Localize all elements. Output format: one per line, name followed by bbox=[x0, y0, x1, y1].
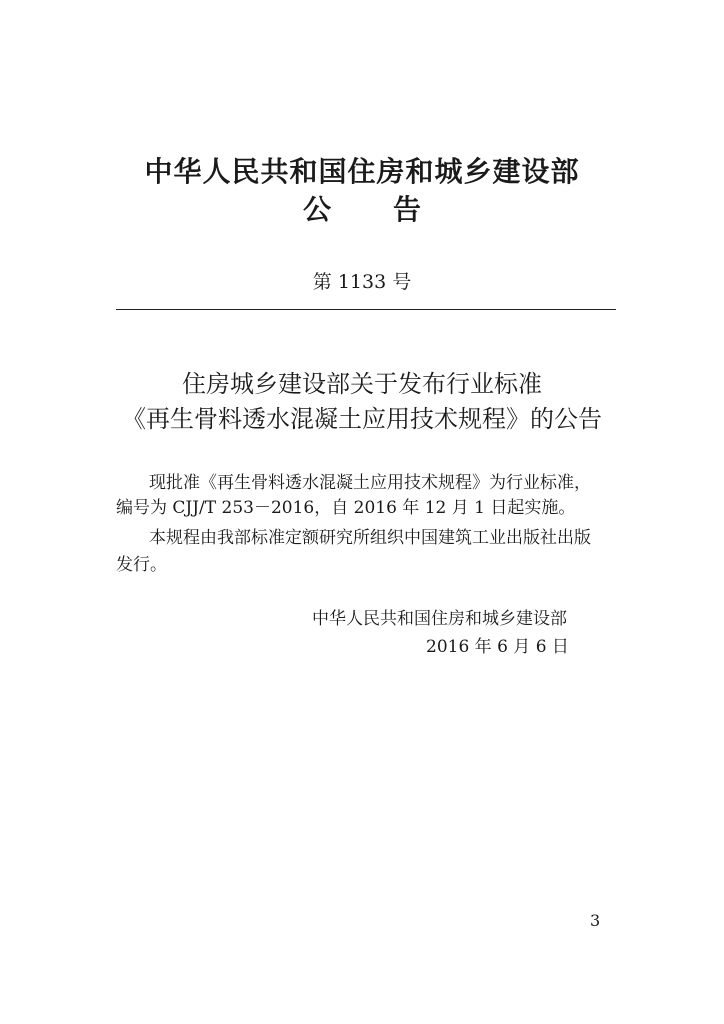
headline-line-2: 《再生骨料透水混凝土应用技术规程》的公告 bbox=[122, 405, 602, 433]
notice-title-part2: 告 bbox=[393, 193, 422, 226]
issue-date: 2016 年 6 月 6 日 bbox=[426, 637, 569, 657]
body-line-3: 本规程由我部标准定额研究所组织中国建筑工业出版社出版 bbox=[149, 528, 591, 548]
notice-title bbox=[0, 192, 724, 228]
body-line-2: 编号为 CJJ/T 253－2016，自 2016 年 12 月 1 日起实施。 bbox=[116, 498, 576, 518]
issuer-name: 中华人民共和国住房和城乡建设部 bbox=[312, 609, 567, 629]
header-divider bbox=[116, 309, 616, 310]
headline-line-1: 住房城乡建设部关于发布行业标准 bbox=[182, 370, 542, 398]
page-number: 3 bbox=[590, 911, 601, 930]
body-line-4: 发行。 bbox=[116, 555, 167, 575]
ministry-title: 中华人民共和国住房和城乡建设部 bbox=[144, 155, 580, 188]
notice-number: 第 1133 号 bbox=[312, 271, 412, 293]
notice-title-part1: 公 bbox=[302, 193, 331, 226]
body-line-1: 现批准《再生骨料透水混凝土应用技术规程》为行业标准， bbox=[149, 473, 591, 493]
